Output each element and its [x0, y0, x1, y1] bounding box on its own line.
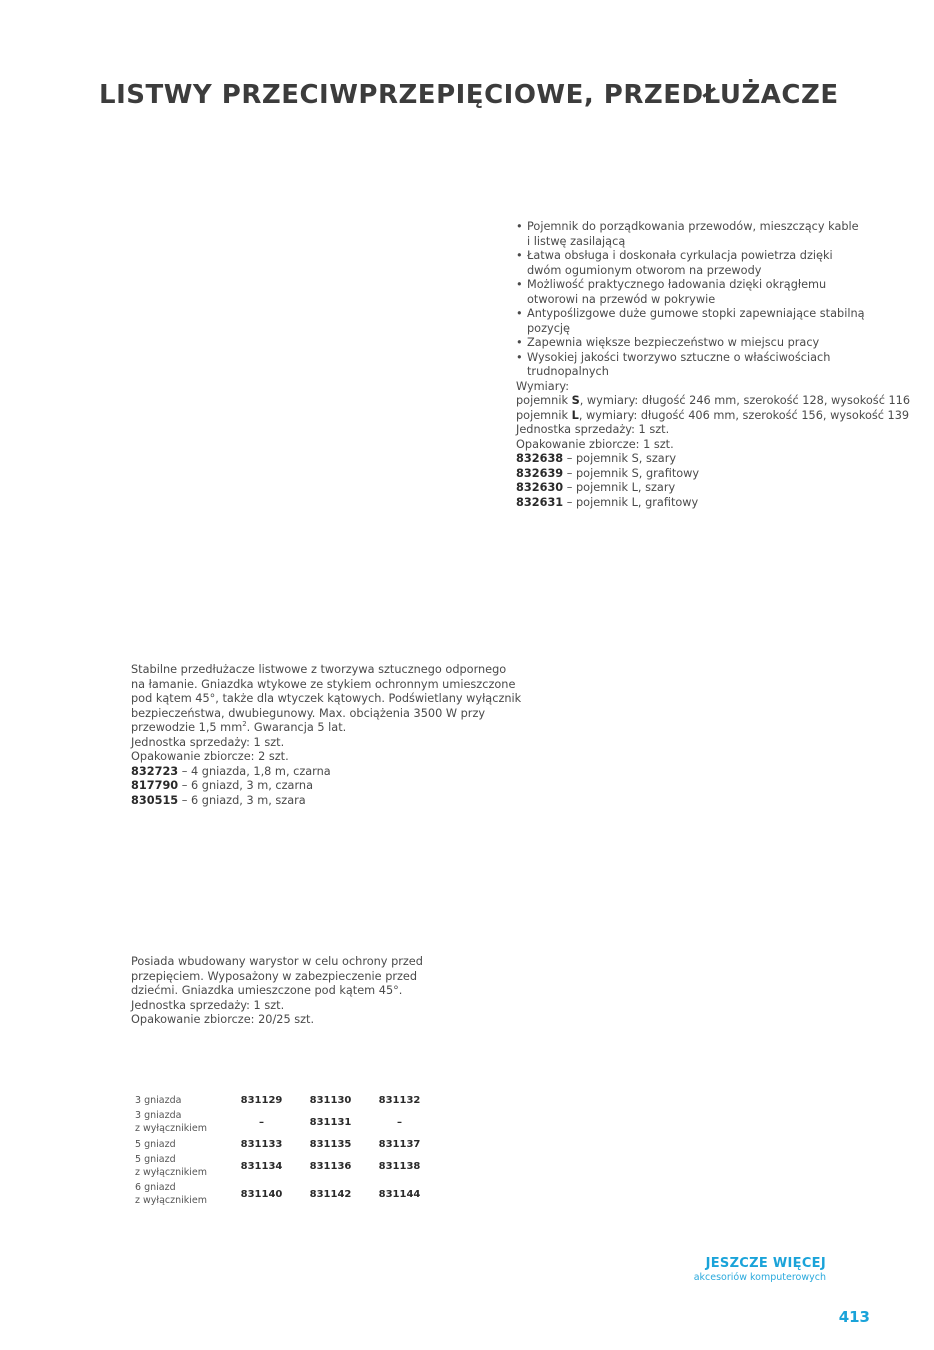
- page-title: LISTWY PRZECIWPRZEPIĘCIOWE, PRZEDŁUŻACZE: [99, 80, 839, 110]
- product-code-cell: –: [259, 1116, 264, 1128]
- product-code-line: 832631 – pojemnik L, grafitowy: [516, 495, 699, 509]
- sales-unit: Jednostka sprzedaży: 1 szt.: [516, 423, 670, 436]
- feature-item: • Antypoślizgowe duże gumowe stopki zapewniające stabilną pozycję: [516, 307, 896, 336]
- feature-item: • Zapewnia większe bezpieczeństwo w miejscu pracy: [516, 336, 896, 351]
- row-label: 3 gniazda z wyłącznikiem: [135, 1110, 208, 1134]
- row-label: 3 gniazda: [135, 1094, 182, 1106]
- product-code-cell: 831140: [240, 1188, 283, 1200]
- product-code-cell: 831133: [240, 1138, 283, 1150]
- product-code-cell: 831137: [378, 1138, 421, 1150]
- sales-unit: Jednostka sprzedaży: 1 szt.: [131, 998, 285, 1012]
- bulk-pack: Opakowanie zbiorcze: 2 szt.: [131, 750, 289, 763]
- feature-item: • Możliwość praktycznego ładowania dzięki okrągłemu otworowi na przewód w pokrywie: [516, 278, 896, 307]
- description-line: na łamanie. Gniazdka wtykowe ze stykiem ochronnym umieszczone: [131, 677, 516, 691]
- feature-item: • Łatwa obsługa i doskonała cyrkulacja powietrza dzięki dwóm ogumionym otworom na przewody: [516, 249, 896, 278]
- product-code-cell: 831132: [378, 1094, 421, 1106]
- description-line: Stabilne przedłużacze listwowe z tworzywa sztucznego odpornego: [131, 663, 507, 676]
- row-label: 5 gniazd z wyłącznikiem: [135, 1154, 208, 1178]
- variant-code-table: [130, 1092, 434, 1208]
- product-code-cell: 831135: [309, 1138, 352, 1150]
- bulk-pack: Opakowanie zbiorcze: 1 szt.: [516, 437, 674, 451]
- product-code-cell: 831131: [309, 1116, 352, 1128]
- product-code-cell: –: [397, 1116, 402, 1128]
- table-row: [130, 1136, 434, 1152]
- description-line: przepięciem. Wyposażony w zabezpieczenie przed: [131, 969, 418, 983]
- product-code-cell: 831130: [309, 1094, 352, 1106]
- product-code-line: 830515 – 6 gniazd, 3 m, szara: [131, 793, 306, 807]
- dimensions-l: pojemnik L, wymiary: długość 406 mm, szerokość 156, wysokość 139: [516, 408, 910, 422]
- product-code-cell: 831138: [378, 1160, 421, 1172]
- description-line: przewodzie 1,5 $mm^2$. Gwarancja 5 lat.: [131, 720, 347, 734]
- more-subtitle: akcesoriów komputerowych: [693, 1272, 826, 1283]
- dimensions-label: Wymiary:: [516, 379, 570, 393]
- more-accessories-teaser: [694, 1256, 826, 1283]
- row-label: 5 gniazd: [135, 1138, 176, 1150]
- table-row: [130, 1108, 434, 1136]
- sales-unit: Jednostka sprzedaży: 1 szt.: [131, 735, 285, 749]
- extension-cord-description: [131, 663, 522, 808]
- more-title: JESZCZE WIĘCEJ: [705, 1256, 826, 1271]
- feature-item: • Pojemnik do porządkowania przewodów, mieszczący kable i listwę zasilającą: [516, 220, 896, 249]
- product-code-cell: 831134: [240, 1160, 283, 1172]
- dimensions-s: pojemnik S, wymiary: długość 246 mm, szerokość 128, wysokość 116: [516, 394, 911, 407]
- description-line: pod kątem 45°, także dla wtyczek kątowych. Podświetlany wyłącznik: [131, 692, 522, 705]
- page-number: 413: [838, 1308, 870, 1326]
- table-row: [130, 1152, 434, 1180]
- product-code-cell: 831136: [309, 1160, 352, 1172]
- product-code-cell: 831144: [378, 1188, 421, 1200]
- cable-organizer-description: [516, 220, 911, 510]
- table-row: [130, 1180, 434, 1208]
- description-line: bezpieczeństwa, dwubiegunowy. Max. obciążenia 3500 W przy: [131, 706, 486, 720]
- product-code-line: 832639 – pojemnik S, grafitowy: [516, 466, 700, 480]
- product-code-cell: 831142: [309, 1188, 352, 1200]
- product-code-line: 832638 – pojemnik S, szary: [516, 452, 677, 465]
- feature-item: • Wysokiej jakości tworzywo sztuczne o właściwościach trudnopalnych: [516, 351, 896, 380]
- product-code-line: 817790 – 6 gniazd, 3 m, czarna: [131, 779, 314, 792]
- product-code-cell: 831129: [240, 1094, 283, 1106]
- product-code-line: 832630 – pojemnik L, szary: [516, 481, 676, 494]
- product-code-line: 832723 – 4 gniazda, 1,8 m, czarna: [131, 764, 331, 778]
- feature-list: [516, 220, 896, 380]
- surge-strip-description: [131, 955, 431, 1028]
- description-line: Posiada wbudowany warystor w celu ochrony przed: [131, 955, 423, 968]
- table-row: [130, 1092, 434, 1108]
- row-label: 6 gniazd z wyłącznikiem: [135, 1182, 208, 1206]
- description-line: dziećmi. Gniazdka umieszczone pod kątem 45°.: [131, 984, 403, 997]
- bulk-pack: Opakowanie zbiorcze: 20/25 szt.: [131, 1013, 315, 1026]
